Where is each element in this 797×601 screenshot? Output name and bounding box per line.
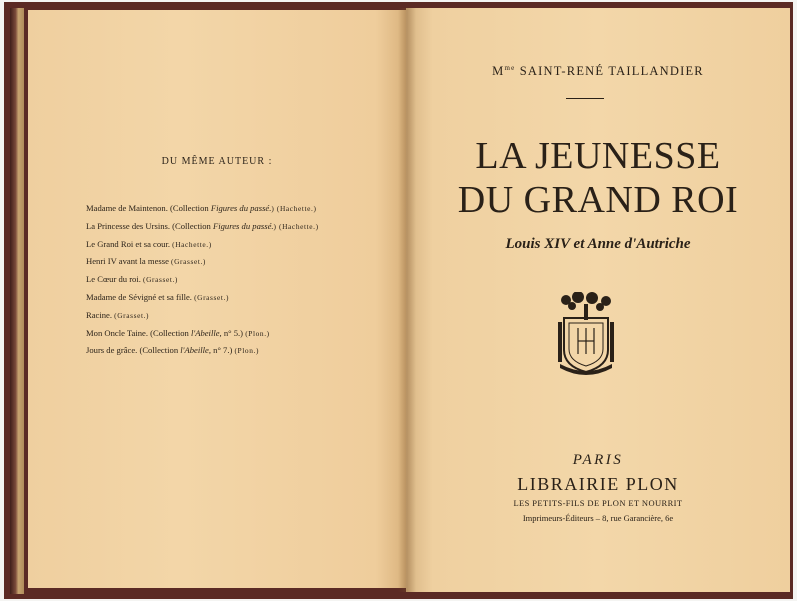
work-item xyxy=(86,218,319,236)
work-item-text: (Hachette.) xyxy=(172,239,212,249)
work-item-text: ) (Hachette.) xyxy=(273,221,319,231)
author-prefix: M xyxy=(492,64,505,79)
publisher-address: Imprimeurs-Éditeurs – 8, rue Garancière, 6e xyxy=(522,513,674,523)
work-item xyxy=(86,289,319,307)
work-item-text: Racine. xyxy=(86,309,115,320)
work-item-text: Henri IV avant la messe xyxy=(86,256,172,267)
work-item-text: , n° 5.) xyxy=(219,327,246,338)
work-item-text: La Princesse des Ursins. (Collection xyxy=(86,220,213,231)
work-item xyxy=(86,253,319,271)
work-item-text: Mon Oncle Taine. (Collection xyxy=(86,327,191,338)
work-item-text: l'Abeille xyxy=(190,327,220,338)
left-page xyxy=(28,10,406,588)
work-item-text: Le Grand Roi et sa cour. xyxy=(86,238,173,249)
page-edges xyxy=(10,8,24,594)
book-gutter xyxy=(398,8,416,592)
publisher-subtitle: LES PETITS-FILS DE PLON ET NOURRIT xyxy=(513,498,683,508)
work-item-text: Madame de Sévigné et sa fille. xyxy=(86,291,195,302)
works-heading: DU MÊME AUTEUR : xyxy=(161,156,273,167)
publisher-emblem-icon xyxy=(556,292,616,376)
work-item-text: l'Abeille xyxy=(180,345,209,356)
work-item-text: (Grasset.) xyxy=(114,310,150,320)
work-item xyxy=(86,271,319,289)
title-page xyxy=(406,8,790,592)
work-item-text: Jours de grâce. (Collection xyxy=(86,345,181,356)
author-name xyxy=(406,64,790,79)
work-item-text: (Grasset.) xyxy=(143,275,178,285)
book-subtitle: Louis XIV et Anne d'Autriche xyxy=(505,236,691,252)
title-line-2: DU GRAND ROI xyxy=(457,179,739,221)
work-item xyxy=(86,325,319,343)
author-prefix-superscript: me xyxy=(504,64,516,72)
work-item-text: Figures du passé. xyxy=(210,203,272,213)
work-item-text: (Plon.) xyxy=(234,346,260,356)
work-item-text: (Plon.) xyxy=(245,328,270,338)
book-title xyxy=(406,134,790,222)
publication-city: PARIS xyxy=(572,452,624,468)
work-item-text: (Grasset.) xyxy=(171,257,206,267)
divider-rule xyxy=(566,98,604,99)
work-item-text: (Grasset.) xyxy=(194,292,230,302)
work-item-text: Madame de Maintenon. (Collection xyxy=(86,203,211,213)
title-line-1: LA JEUNESSE xyxy=(475,135,721,177)
work-item xyxy=(86,200,319,218)
works-list xyxy=(86,200,319,360)
work-item-text: , n° 7.) xyxy=(208,345,235,356)
work-item-text: Le Cœur du roi. xyxy=(86,274,144,285)
author-surname: SAINT-RENÉ TAILLANDIER xyxy=(515,64,704,79)
work-item-text: ) (Hachette.) xyxy=(271,204,317,213)
work-item-text: Figures du passé. xyxy=(212,220,274,231)
publisher-name: LIBRAIRIE PLON xyxy=(517,474,679,494)
work-item xyxy=(86,307,319,325)
work-item xyxy=(86,236,319,254)
work-item xyxy=(86,342,319,360)
